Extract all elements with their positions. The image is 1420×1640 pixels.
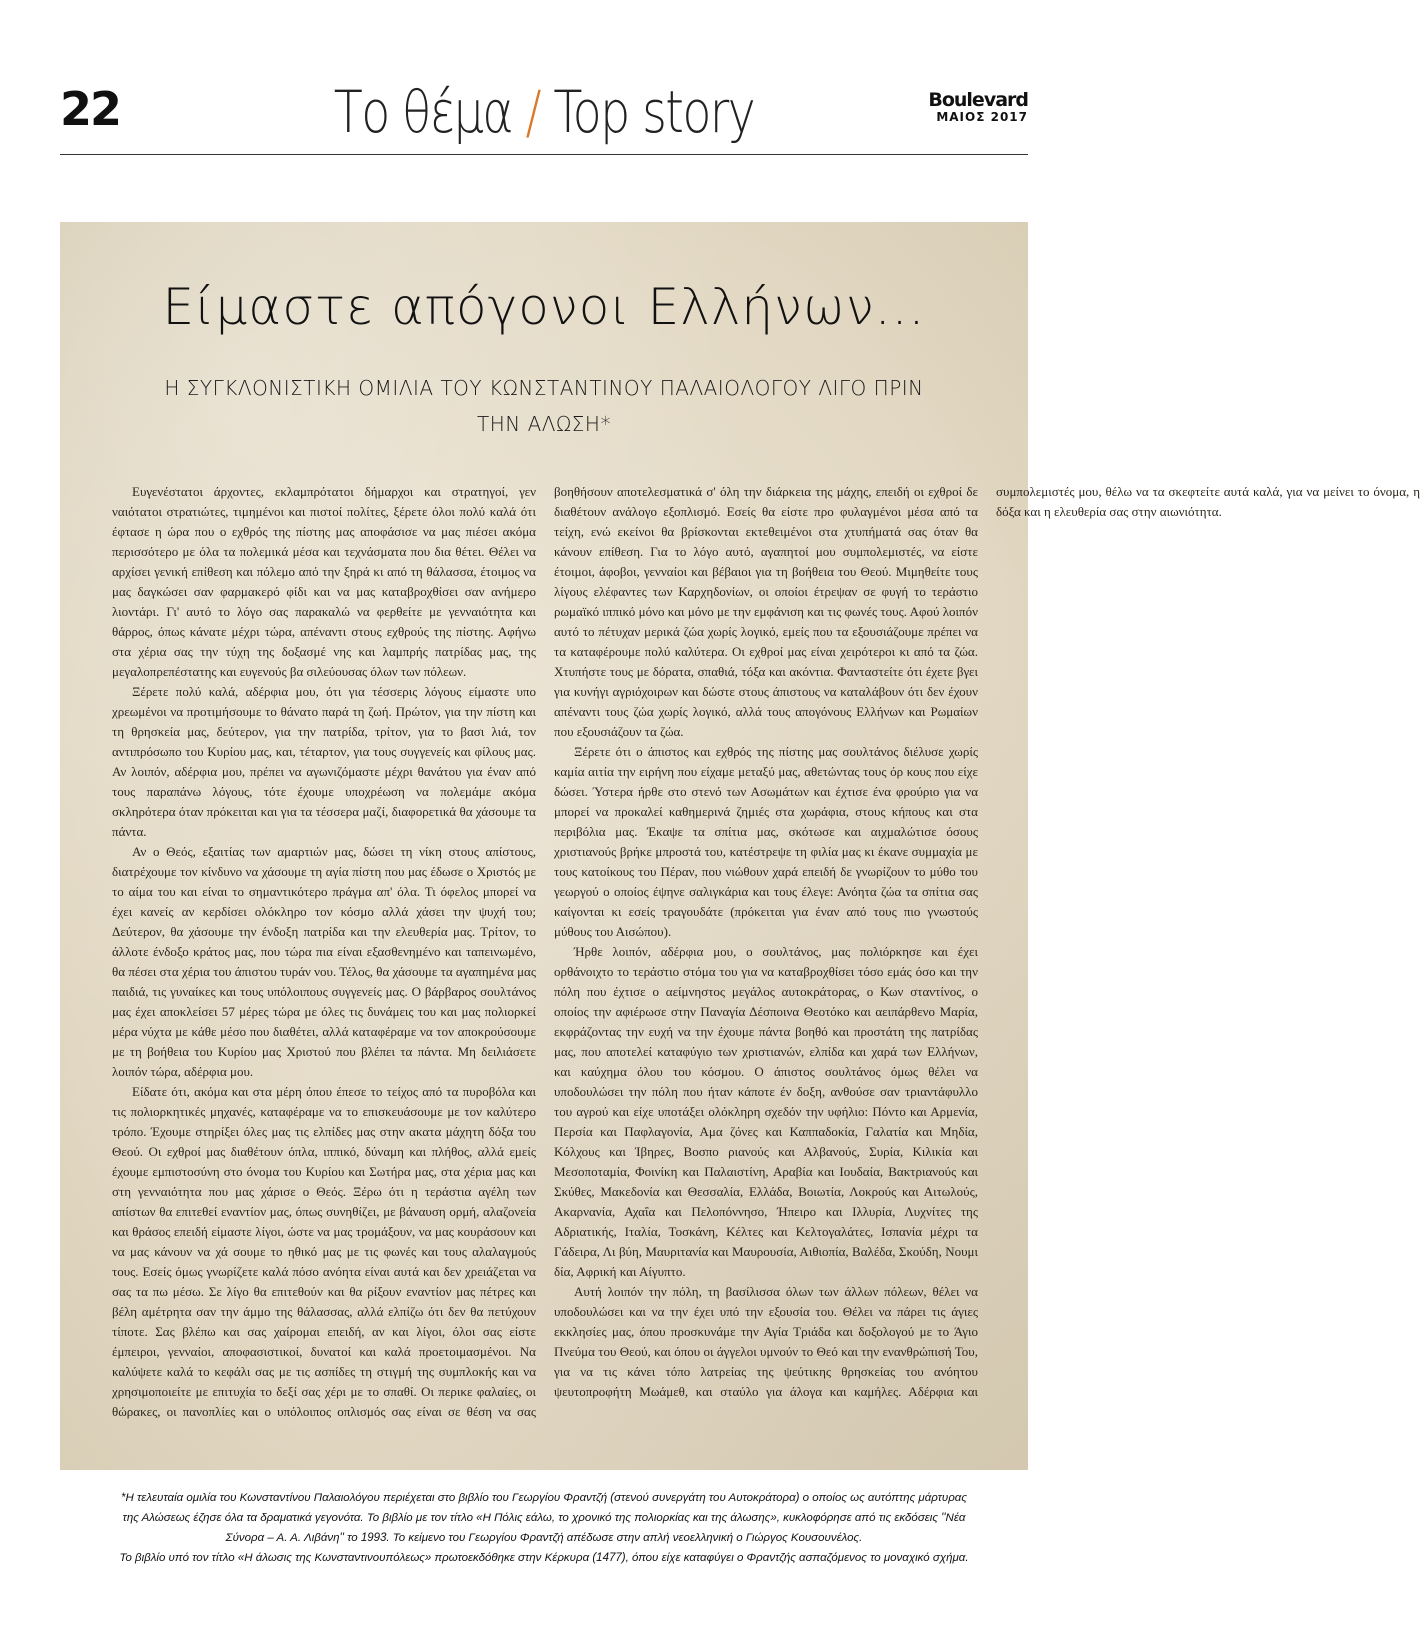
article-paragraph: Ευγενέστατοι άρχοντες, εκλαμπρότατοι δήμαρχοι και στρατηγοί, γεν ναιότατοι στρατιώτες, τιμημένοι και πιστοί πολίτες, ξέρετε όλοι πολύ καλά ότι έφτασε η ώρα που ο εχθρός της πίστης μας αποφάσισε να μας πιέσει ακόμα περισσότερο με όλα τα πολεμικά μέσα και τεχνάσματα που δια θέτει. Θέλει να αρχίσει γενική επίθεση και πόλεμο από την ξηρά κι από τη θάλασσα, έτοιμος να μας δαγκώσει σαν φαρμακερό φίδι και να μας καταβροχθίσει σαν ανήμερο λιοντάρι. Γι' αυτό το λόγο σας παρακαλώ να φερθείτε με γενναιότητα και θάρρος, όπως κάνατε μέχρι τώρα, απέναντι στους εχθρούς της πίστης. Αφήνω στα χέρια σας την τύχη της δοξασμέ νης και λαμπρής πατρίδας μας, της μεγαλοπρεπέστατης και ευγενούς βα σιλεύουσας όλων των πόλεων. xyxy=(112,484,536,679)
page-number: 22 xyxy=(60,82,121,136)
article-title: Είμαστε απόγονοι Ελλήνων... xyxy=(162,278,926,336)
article-paragraph: Ξέρετε ότι ο άπιστος και εχθρός της πίστης μας σουλτάνος διέλυσε χωρίς καμία αιτία την ειρήνη που είχαμε μεταξύ μας, αθετώντας τους όρ κους που είχε δώσει. Ύστερα ήρθε στο στενό των Ασωμάτων και έχτισε ένα φρούριο για να μπορεί να προκαλεί καθημερινά ζημιές στα χωράφια, στους κήπους και στα περιβόλια μας. Έκαψε τα σπίτια μας, σκότωσε και αιχμαλώτισε όσους χριστιανούς βρήκε μπροστά του, κατέστρεψε τη φιλία μας κι έκανε συμμαχία με τους κατοίκους του Πέραν, που νιώθουν χαρά επειδή δε γνωρίζουν το μύθο του γεωργού ο οποίος έψηνε σαλιγκάρια και τους έλεγε: Ανόητα ζώα τα σπίτια σας καίγονται κι εσείς τραγουδάτε (πρόκειται για έναν από τους πιο γνωστούς μύθους του Αισώπου). xyxy=(554,744,978,939)
section-title xyxy=(147,78,941,146)
article-paragraph: Ξέρετε πολύ καλά, αδέρφια μου, ότι για τέσσερις λόγους είμαστε υπο χρεωμένοι να προτιμήσουμε το θάνατο παρά τη ζωή. Πρώτον, για την πίστη και τη θρησκεία μας, δεύτερον, για την πατρίδα, τρίτον, για το βασι λιά, τον αντιπρόσωπο του Κυρίου μας, και, τέταρτον, για τους συγγενείς και φίλους μας. Αν λοιπόν, αδέρφια μου, πρέπει να αγωνιζόμαστε μέχρι θανάτου για έναν από τους παραπάνω λόγους, τότε έχουμε υποχρέωση να πολεμάμε ακόμα σκληρότερα όταν πρόκειται και για τα τέσσερα μαζί, διαφορετικά θα χάσουμε τα πάντα. xyxy=(112,684,536,839)
footnote-line: Το βιβλίο υπό τον τίτλο «Η άλωσις της Κωνσταντινουπόλεως» πρωτοεκδόθηκε στην Κέρκυρα (1477), όπου είχε καταφύγει ο Φραντζής ασπαζόμενος το μοναχικό σχήμα. xyxy=(119,1552,969,1564)
article-paragraph: Αν ο Θεός, εξαιτίας των αμαρτιών μας, δώσει τη νίκη στους απίστους, διατρέχουμε τον κίνδυνο να χάσουμε τη αγία πίστη που μας έδωσε ο Χριστός με το αίμα του και είναι το σημαντικότερο πράγμα απ' όλα. Τι όφελος μπορεί να έχει κανείς αν κερδίσει ολόκληρο τον κόσμο αλλά χάσει την ψυχή του; Δεύτερον, θα χάσουμε την ένδοξη πατρίδα και την ελευθερία μας. Τρίτον, το άλλοτε ένδοξο κράτος μας, που τώρα πια είναι εξασθενημένο και ταπεινωμένο, θα πέσει στα χέρια του άπιστου τυράν νου. Τέλος, θα χάσουμε τα αγαπημένα μας παιδιά, τις γυναίκες και τους υπόλοιπους συγγενείς μας. Ο βάρβαρος σουλτάνος μας έχει αποκλείσει 57 μέρες τώρα με όλες τις δυνάμεις του και μας πολιορκεί μέρα νύχτα με κάθε μέσο που διαθέτει, αλλά καταφέραμε να τον αποκρούσουμε με τη βοήθεια του Κυρίου μας Χριστού που βλέπει τα πάντα. Μη δειλιάσετε λοιπόν τώρα, αδέρφια μου. xyxy=(112,844,536,1079)
issue-date: ΜΑΙΟΣ 2017 xyxy=(936,110,1028,124)
footnote xyxy=(60,1488,1028,1568)
article-paragraph: Ήρθε λοιπόν, αδέρφια μου, ο σουλτάνος, μας πολιόρκησε και έχει ορθάνοιχτο το τεράστιο στόμα του για να καταβροχθίσει τόσο εμάς όσο και την πόλη που έχτισε ο αείμνηστος μεγάλος αυτοκράτορας, ο Κων σταντίνος, ο οποίος την αφιέρωσε στην Παναγία Δέσποινα Θεοτόκο και αειπάρθενο Μαρία, εκφράζοντας την ευχή να την έχουμε πάντα βοηθό και προστάτη της πατρίδας μας, που αποτελεί καταφύγιο των χριστιανών, ελπίδα και χαρά των Ελλήνων, και καύχημα όλου του κόσμου. Ο άπιστος σουλτάνος όμως θέλει να υποδουλώσει την πόλη που ήταν κάποτε έν δοξη, ανθούσε σαν τριαντάφυλλο του αγρού και είχε υποτάξει ολόκληρη σχεδόν την υφήλιο: Πόντο και Αρμενία, Περσία και Παφλαγονία, Αμα ζόνες και Καππαδοκία, Γαλατία και Μηδία, Κόλχους και Ίβηρες, Βοσπο ριανούς και Αλβανούς, Συρία, Κιλικία και Μεσοποταμία, Φοινίκη και Παλαιστίνη, Αραβία και Ιουδαία, Βακτριανούς και Σκύθες, Μακεδονία και Θεσσαλία, Ελλάδα, Βοιωτία, Λοκρούς και Αιτωλούς, Ακαρνανία, Αχαΐα και Πελοπόννησο, Ήπειρο και Ιλλυρία, Λυχνίτες της Αδριατικής, Ιταλία, Τοσκάνη, Κέλτες και Κελτογαλάτες, Ισπανία μέχρι τα Γάδειρα, Λι βύη, Μαυριτανία και Μαυρουσία, Αιθιοπία, Βαλέδα, Σκούδη, Νουμι δία, Αφρική και Αίγυπτο. xyxy=(554,944,978,1279)
article-panel xyxy=(60,222,1420,1470)
footnote-line: *Η τελευταία ομιλία του Κωνσταντίνου Παλαιολόγου περιέχεται στο βιβλίο του Γεωργίου Φραντζή (στενού συνεργάτη του Αυτοκράτορα) ο οποίος ως αυτόπτης μάρτυρας xyxy=(121,1492,967,1504)
page-header xyxy=(60,78,1028,154)
article-subtitle: Η ΣΥΓΚΛΟΝΙΣΤΙΚΗ ΟΜΙΛΙΑ ΤΟΥ ΚΩΝΣΤΑΝΤΙΝΟΥ ΠΑΛΑΙΟΛΟΓΟΥ ΛΙΓΟ ΠΡΙΝ ΤΗΝ ΑΛΩΣΗ* xyxy=(164,376,924,436)
magazine-name: Boulevard xyxy=(928,89,1028,111)
magazine-masthead xyxy=(928,90,1028,124)
article-body xyxy=(112,482,1420,1432)
section-separator: / xyxy=(525,78,540,146)
section-title-greek: Το θέμα xyxy=(333,78,513,146)
article-paragraph: Είδατε ότι, ακόμα και στα μέρη όπου έπεσε το τείχος από τα πυροβόλα και τις πολιορκητικές μηχανές, καταφέραμε να το επισκευάσουμε με τον καλύτερο τρόπο. Έχουμε στηρίξει όλες μας τις ελπίδες μας στην ακατα μάχητη δόξα του Θεού. Οι εχθροί μας διαθέτουν όπλα, ιππικό, δύναμη και πλήθος, αλλά εμείς έχουμε εμπιστοσύνη στο όνομα του Κυρίου και Σωτήρα μας, στα χέρια μας και στη γενναιότητα που μας χάρισε ο Θεός. Ξέρω ότι η τεράστια αγέλη των απίστων θα επιτεθεί εναντίον μας, όπως συνηθίζει, με βάναυση ορμή, αλαζονεία και θράσος επειδή είμαστε λίγοι, ώστε να μας τρομάξουν, να μας κουράσουν και να μας κάνουν να χά σουμε το ηθικό μας με τις φωνές και τους αλαλαγμούς τους. Εσείς όμως γνωρίζετε καλά πόσο ανόητα είναι αυτά και δεν χρειάζεται να σας τα πω μέσω. Σε λίγο θα επιτεθούν και θα ρίξουν εναντίον μας πέτρες και βέλη αμέτρητα σαν την άμμο της θάλασσας, αλλά ελπίζω ότι δεν θα πετύχουν τίποτε. Σας βλέπω και σας χαίρομαι επειδή, αν και λίγοι, όλοι σας είστε έμπειροι, γενναίοι, αποφασιστικοί, δυνατοί και καλά προετοιμασμένοι. Να καλύψετε καλά το κεφάλι σας με τις ασπίδες τη στιγμή της συμπλοκής και να χρησιμοποιείτε με επιτυχία το δεξί σας χέρι με το σπαθί. Οι περικε φαλαίες, οι θώρακες, οι πανοπλίες και ο υπόλοιπος οπλισμός σας είναι σε θέση να σας βοηθήσουν αποτελεσματικά σ' όλη την διάρκεια της μάχης, επειδή οι εχθροί δε διαθέτουν ανάλογο εξοπλισμό. Εσείς θα είστε προ φυλαγμένοι μέσα από τα τείχη, ενώ εκείνοι θα βρίσκονται εκτεθειμένοι στα χτυπήματά σας όταν θα κάνουν επίθεση. Για το λόγο αυτό, αγαπητοί μου συμπολεμιστές, να είστε έτοιμοι, άφοβοι, γενναίοι και βέβαιοι για τη βοήθεια του Θεού. Μιμηθείτε τους λίγους ελέφαντες των Καρχηδονίων, οι οποίοι έτρεψαν σε φυγή το τεράστιο ρωμαϊκό ιππικό μόνο και μόνο με την εμφάνιση και τις φωνές τους. Αφού λοιπόν αυτό το πέτυχαν μερικά ζώα χωρίς λογικό, εμείς που τα εξουσιάζουμε πρέπει να τα καταφέρουμε πολύ καλύτερα. Οι εχθροί μας είναι χειρότεροι κι από τα ζώα. Χτυπήστε τους με δόρατα, σπαθιά, τόξα και ακόντια. Φανταστείτε ότι έχετε βγει για κυνήγι αγριόχοιρων και δώστε στους άπιστους να καταλάβουν ότι δεν έχουν απέναντι τους ζώα χωρίς λογικό, αλλά τους απογόνους Ελλήνων και Ρωμαίων που εξουσιάζουν τα ζώα. xyxy=(112,484,978,1419)
footnote-line: Σύνορα – Α. Α. Λιβάνη'' το 1993. Το κείμενο του Γεωργίου Φραντζή απέδωσε στην απλή νεοελληνική ο Γιώργος Κουσουνέλος. xyxy=(225,1532,863,1544)
footnote-line: της Αλώσεως έζησε όλα τα δραματικά γεγονότα. Το βιβλίο με τον τίτλο «Η Πόλις εάλω, το χρονικό της πολιορκίας και της άλωσης», κυκλοφόρησε από τις εκδόσεις ''Νέα xyxy=(122,1512,966,1524)
article-paragraph: Αυτή λοιπόν την πόλη, τη βασίλισσα όλων των άλλων πόλεων, θέλει να υποδουλώσει και να την έχει υπό την εξουσία του. Θέλει να πάρει τις άγιες εκκλησίες μας, όπου προσκυνάμε την Αγία Τριάδα και δοξολογού με το Άγιο Πνεύμα του Θεού, και όπου οι άγγελοι υμνούν το Θεό και την ενανθρώπισή Του, για να τις κάνει τόπο λατρείας της ψεύτικης θρησκείας του ανόητου ψευτοπροφήτη Μωάμεθ, και σταύλο για άλογα και καμήλες. Αδέρφια και συμπολεμιστές μου, θέλω να τα σκεφτείτε αυτά καλά, για να μείνει το όνομα, η δόξα και η ελευθερία σας στην αιωνιότητα. xyxy=(554,484,1420,1399)
section-title-english: Top story xyxy=(553,78,755,146)
header-divider xyxy=(60,154,1028,155)
